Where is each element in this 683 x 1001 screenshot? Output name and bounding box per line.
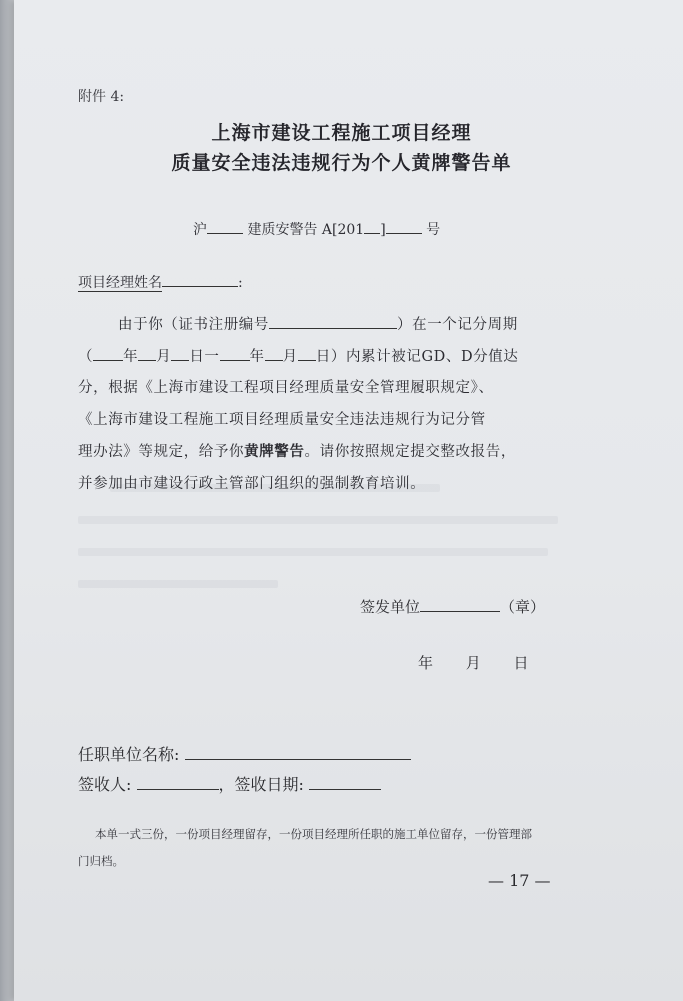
pm-name-field[interactable]: [162, 272, 238, 287]
bleed-through-mark: [78, 580, 278, 588]
pm-name-label: 项目经理姓名: [78, 275, 162, 291]
employer-field[interactable]: [185, 743, 411, 760]
body-line-4: 《上海市建设工程施工项目经理质量安全违法违规行为记分管: [78, 412, 486, 428]
bleed-through-mark: [78, 548, 548, 556]
body-text: 由于你（证书注册编号: [118, 317, 269, 333]
doc-number-suffix: 号: [426, 222, 441, 238]
issuer-seal: （章）: [500, 598, 546, 616]
end-month-field[interactable]: [265, 346, 283, 361]
receipt-date-field[interactable]: [309, 773, 381, 790]
document-number: [193, 219, 440, 239]
pm-name-colon: :: [238, 275, 243, 291]
doc-number-blank-2[interactable]: [364, 219, 380, 234]
doc-number-prefix: 沪: [193, 222, 207, 238]
doc-number-bracket: ]: [380, 222, 386, 238]
page-number: — 17 —: [488, 871, 551, 890]
note-line-1: 本单一式三份，一份项目经理留存，一份项目经理所任职的施工单位留存，一份管理部: [95, 827, 532, 841]
receipt-row: [78, 772, 381, 795]
body-line-2: [78, 345, 518, 366]
document-title-line2: 质量安全违法违规行为个人黄牌警告单: [171, 152, 512, 174]
body-text: 月: [282, 349, 298, 365]
issuer-row: [360, 596, 545, 617]
body-text: （: [78, 349, 94, 365]
body-text: ）在一个记分周期: [397, 317, 518, 333]
start-day-field[interactable]: [171, 346, 189, 361]
body-text: 日）内累计被记GD、D分值达: [315, 349, 519, 365]
yellow-card-warning-text: 黄牌警告: [244, 443, 305, 460]
issue-date: 年 月 日: [418, 654, 529, 672]
body-text: 年: [123, 349, 139, 365]
body-line-3: 分，根据《上海市建设工程项目经理质量安全管理履职规定》、: [78, 380, 494, 396]
issuer-label: 签发单位: [360, 598, 421, 616]
document-title-line1: 上海市建设工程施工项目经理: [211, 122, 472, 144]
body-text: 年: [249, 349, 265, 365]
employer-label: 任职单位名称:: [78, 745, 180, 764]
doc-number-blank-1[interactable]: [207, 219, 243, 234]
doc-number-middle: 建质安警告 A[201: [247, 222, 365, 238]
employer-row: [78, 742, 411, 765]
body-text: 日一: [189, 349, 220, 365]
attachment-label: 附件 4:: [78, 89, 125, 105]
pm-name-row: [78, 272, 243, 292]
start-month-field[interactable]: [138, 346, 156, 361]
note-line-2: 门归档。: [78, 854, 124, 868]
certificate-number-field[interactable]: [269, 314, 397, 329]
doc-number-blank-3[interactable]: [386, 219, 422, 234]
end-year-field[interactable]: [220, 346, 250, 361]
issuer-field[interactable]: [420, 596, 500, 612]
receipt-date-label: ，签收日期:: [218, 775, 304, 794]
body-line-5: [78, 440, 516, 461]
start-year-field[interactable]: [93, 346, 123, 361]
body-text: 。请你按照规定提交整改报告，: [304, 444, 516, 460]
body-line-6: 并参加由市建设行政主管部门组织的强制教育培训。: [78, 476, 426, 492]
receiver-field[interactable]: [137, 773, 219, 790]
body-line-1: [118, 313, 518, 334]
body-text: 理办法》等规定，给予你: [78, 444, 245, 460]
end-day-field[interactable]: [298, 346, 316, 361]
receiver-label: 签收人:: [78, 775, 132, 794]
bleed-through-mark: [78, 516, 558, 524]
body-text: 月: [156, 349, 172, 365]
